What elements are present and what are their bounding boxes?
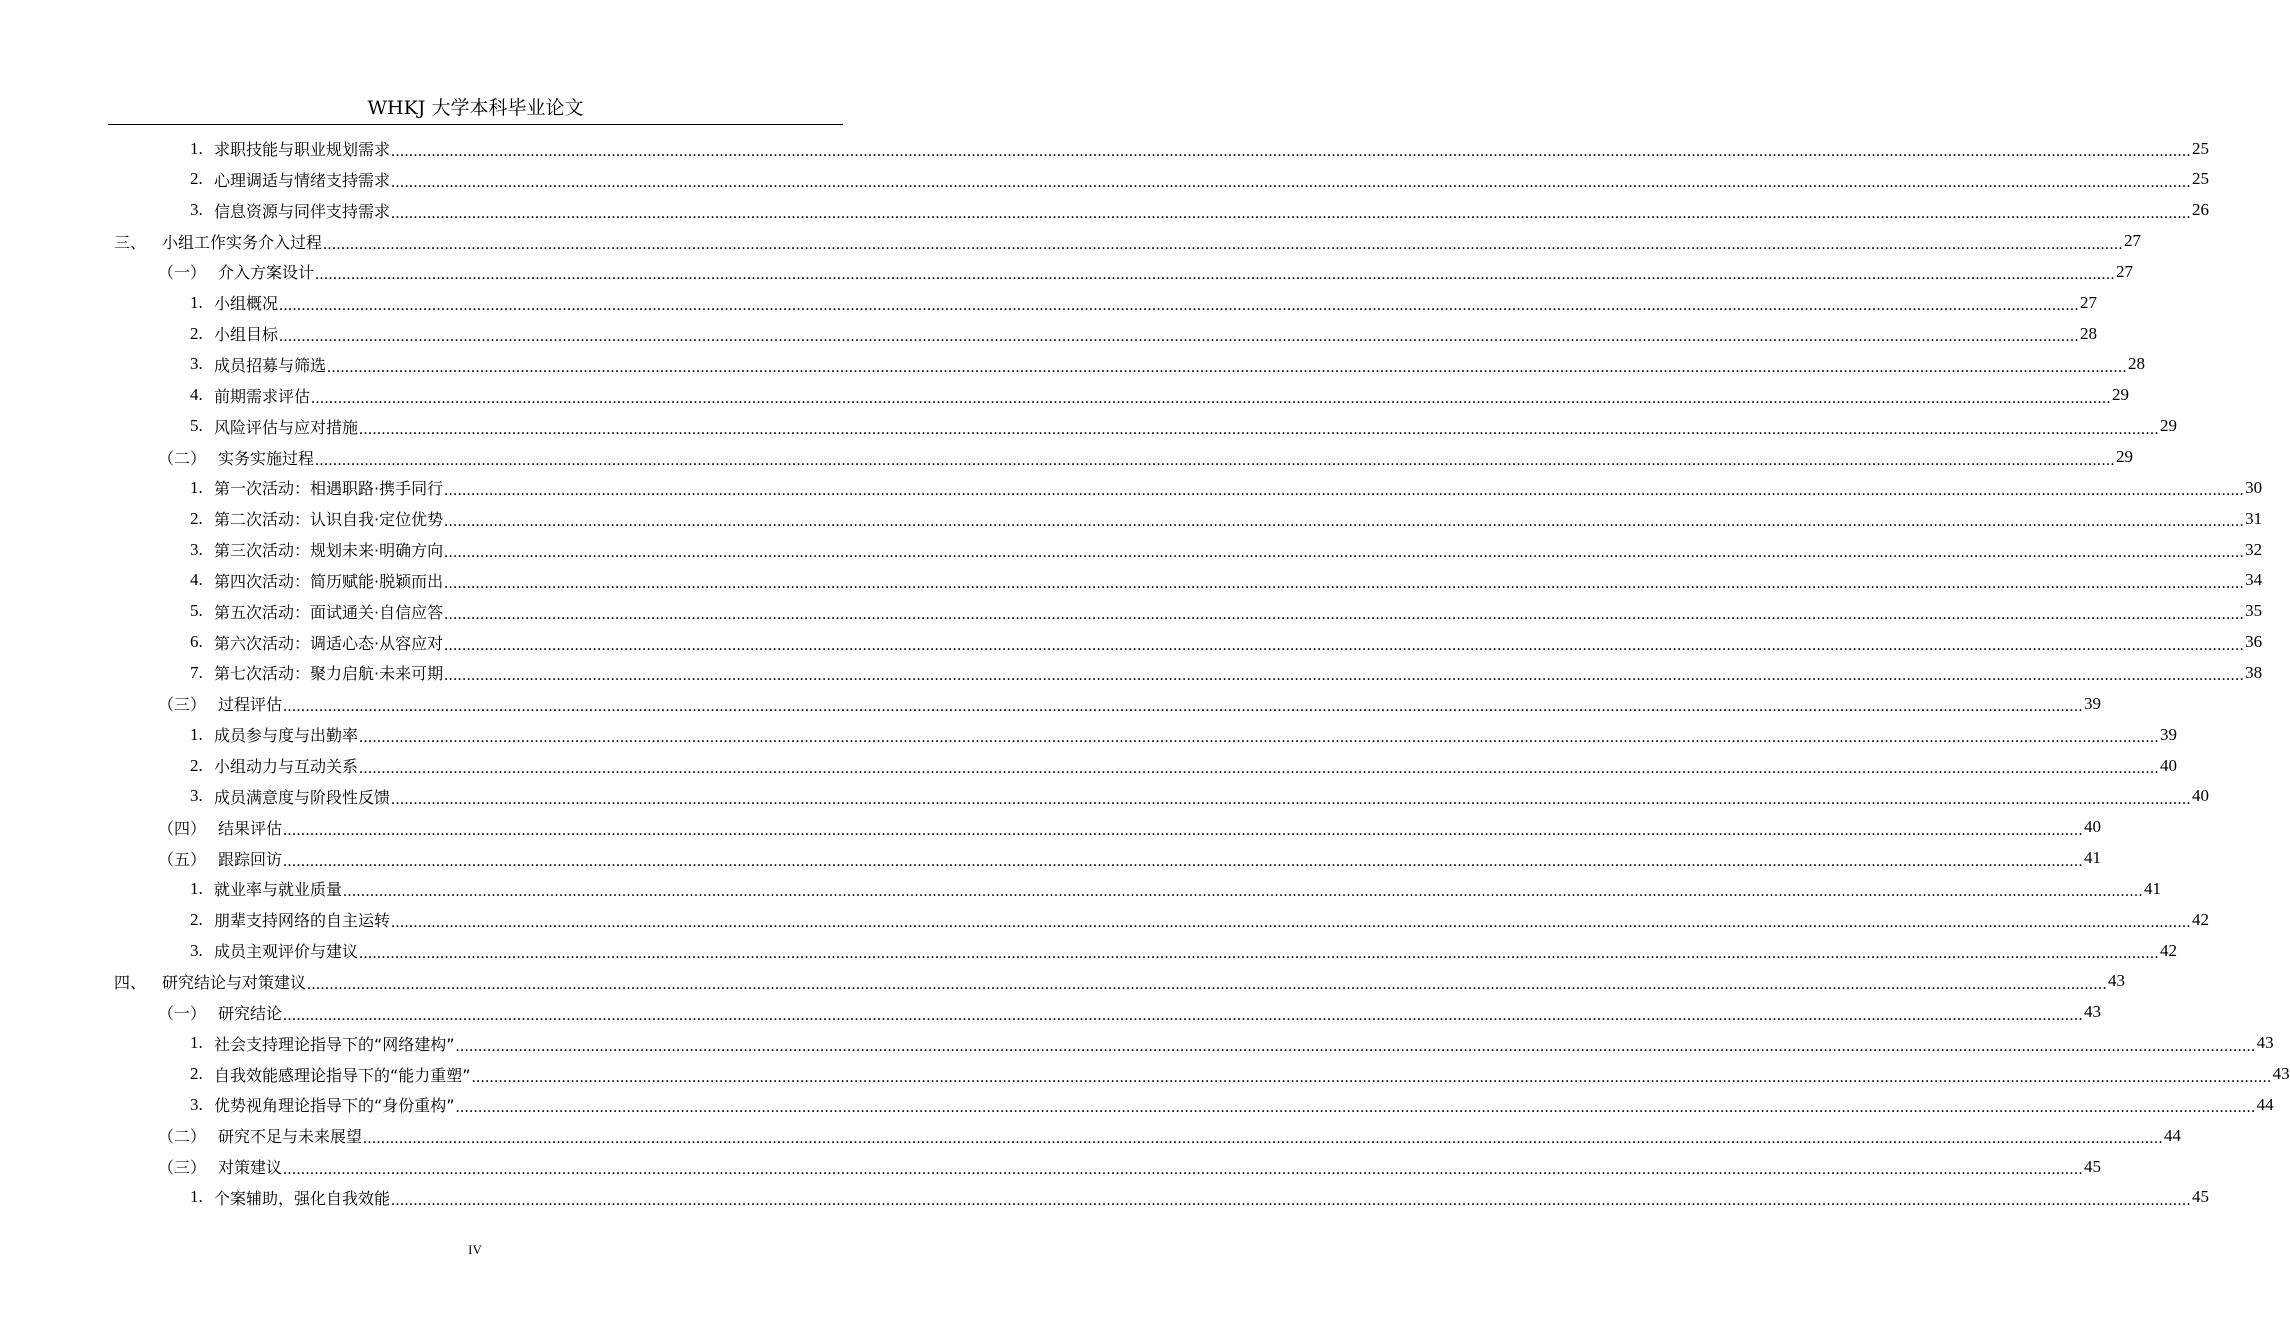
- toc-entry-page: 28: [2080, 323, 2098, 343]
- toc-entry[interactable]: [190, 904, 2210, 935]
- toc-dot-leader: ................................................................................................................................................................................................................................................................................................................................................................................................................: [359, 729, 2160, 747]
- toc-entry[interactable]: [190, 164, 2210, 195]
- toc-entry[interactable]: [190, 1182, 2210, 1213]
- toc-entry-number: 4.: [190, 570, 203, 590]
- toc-entry-number: 1.: [190, 477, 203, 497]
- toc-entry-title: 介入方案设计: [218, 263, 315, 283]
- toc-entry-page: 41: [2144, 878, 2162, 898]
- toc-entry[interactable]: [190, 380, 2130, 411]
- toc-entry-page: 45: [2192, 1187, 2210, 1207]
- toc-dot-leader: ................................................................................................................................................................................................................................................................................................................................................................................................................: [283, 698, 2084, 716]
- toc-entry-page: 26: [2192, 200, 2210, 220]
- toc-entry-number: 三、: [114, 232, 147, 252]
- toc-entry-number: 1.: [190, 292, 203, 312]
- toc-entry-number: （三）: [158, 695, 207, 715]
- toc-dot-leader: ................................................................................................................................................................................................................................................................................................................................................................................................................: [283, 821, 2084, 839]
- toc-entry-number: 2.: [190, 508, 203, 528]
- toc-entry-title: 第七次活动：聚力启航·未来可期: [214, 664, 444, 684]
- toc-entry[interactable]: [158, 812, 2102, 843]
- toc-entry-number: 3.: [190, 786, 203, 806]
- toc-entry[interactable]: [190, 411, 2178, 442]
- toc-dot-leader: ................................................................................................................................................................................................................................................................................................................................................................................................................: [283, 1161, 2084, 1179]
- toc-entry-number: 4.: [190, 385, 203, 405]
- toc-entry-page: 25: [2192, 169, 2210, 189]
- toc-entry-page: 43: [2272, 1064, 2290, 1083]
- toc-entry-page: 43: [2084, 1002, 2102, 1022]
- header-rule: [108, 124, 843, 125]
- toc-entry[interactable]: [190, 1059, 2290, 1090]
- toc-entry-title: 第五次活动：面试通关·自信应答: [214, 602, 444, 622]
- toc-entry-page: 43: [2256, 1033, 2274, 1053]
- toc-entry[interactable]: [158, 256, 2134, 287]
- toc-entry-page: 30: [2245, 477, 2263, 497]
- toc-entry[interactable]: [190, 935, 2178, 966]
- toc-entry-number: （四）: [158, 818, 207, 838]
- toc-entry-title: 个案辅助，强化自我效能: [214, 1188, 391, 1208]
- toc-entry-title: 研究结论: [218, 1003, 283, 1023]
- toc-entry-page: 45: [2084, 1156, 2102, 1176]
- toc-entry[interactable]: [158, 688, 2102, 719]
- toc-entry-number: 2.: [190, 755, 203, 775]
- toc-dot-leader: ................................................................................................................................................................................................................................................................................................................................................................................................................: [444, 513, 2245, 531]
- toc-entry[interactable]: [158, 442, 2134, 473]
- toc-entry-number: （二）: [158, 1127, 207, 1147]
- toc-entry[interactable]: [114, 966, 2126, 997]
- toc-entry-number: 1.: [190, 878, 203, 898]
- toc-entry-page: 40: [2192, 786, 2210, 806]
- toc-entry[interactable]: [190, 1028, 2274, 1059]
- toc-dot-leader: ................................................................................................................................................................................................................................................................................................................................................................................................................: [444, 605, 2245, 623]
- toc-dot-leader: ................................................................................................................................................................................................................................................................................................................................................................................................................: [471, 1068, 2272, 1086]
- toc-entry[interactable]: [158, 1151, 2102, 1182]
- toc-entry-title: 自我效能感理论指导下的“能力重塑”: [214, 1065, 471, 1085]
- toc-entry-title: 优势视角理论指导下的“身份重构”: [214, 1096, 455, 1116]
- toc-dot-leader: ................................................................................................................................................................................................................................................................................................................................................................................................................: [391, 790, 2192, 808]
- toc-entry-title: 跟踪回访: [218, 849, 283, 869]
- toc-entry[interactable]: [190, 750, 2178, 781]
- toc-dot-leader: ................................................................................................................................................................................................................................................................................................................................................................................................................: [323, 235, 2124, 253]
- toc-entry-page: 36: [2245, 632, 2263, 652]
- toc-entry-title: 成员参与度与出勤率: [214, 726, 359, 746]
- toc-entry-title: 结果评估: [218, 818, 283, 838]
- toc-entry-title: 成员满意度与阶段性反馈: [214, 787, 391, 807]
- toc-entry-title: 研究结论与对策建议: [162, 972, 307, 992]
- toc-entry-number: 3.: [190, 200, 203, 220]
- toc-entry-number: 2.: [190, 1064, 203, 1083]
- toc-entry[interactable]: [190, 873, 2162, 904]
- toc-dot-leader: ................................................................................................................................................................................................................................................................................................................................................................................................................: [307, 975, 2108, 993]
- toc-entry[interactable]: [190, 596, 2263, 627]
- toc-dot-leader: ................................................................................................................................................................................................................................................................................................................................................................................................................: [279, 297, 2080, 315]
- toc-entry-title: 小组工作实务介入过程: [162, 232, 323, 252]
- toc-dot-leader: ................................................................................................................................................................................................................................................................................................................................................................................................................: [391, 1191, 2192, 1209]
- toc-dot-leader: ................................................................................................................................................................................................................................................................................................................................................................................................................: [283, 852, 2084, 870]
- toc-entry-title: 研究不足与未来展望: [218, 1127, 363, 1147]
- toc-entry-page: 31: [2245, 508, 2263, 528]
- toc-entry-number: 1.: [190, 138, 203, 158]
- toc-entry[interactable]: [190, 534, 2263, 565]
- toc-entry-page: 44: [2256, 1094, 2274, 1114]
- toc-entry-title: 心理调适与情绪支持需求: [214, 170, 391, 190]
- toc-entry-page: 38: [2245, 662, 2263, 682]
- toc-entry-page: 40: [2160, 755, 2178, 775]
- toc-entry-page: 27: [2124, 231, 2142, 251]
- toc-dot-leader: ................................................................................................................................................................................................................................................................................................................................................................................................................: [444, 636, 2245, 654]
- toc-entry-page: 39: [2160, 724, 2178, 744]
- toc-entry-title: 成员主观评价与建议: [214, 942, 359, 962]
- toc-dot-leader: ................................................................................................................................................................................................................................................................................................................................................................................................................: [315, 451, 2116, 469]
- toc-entry-page: 44: [2164, 1125, 2182, 1145]
- toc-entry-number: （二）: [158, 448, 207, 468]
- toc-entry-page: 29: [2112, 385, 2130, 405]
- toc-dot-leader: ................................................................................................................................................................................................................................................................................................................................................................................................................: [359, 420, 2160, 438]
- toc-dot-leader: ................................................................................................................................................................................................................................................................................................................................................................................................................: [391, 914, 2192, 932]
- toc-entry-number: 1.: [190, 1187, 203, 1207]
- toc-entry[interactable]: [190, 719, 2178, 750]
- toc-entry-page: 39: [2084, 693, 2102, 713]
- toc-entry[interactable]: [190, 287, 2098, 318]
- toc-entry-number: 3.: [190, 1094, 203, 1114]
- toc-dot-leader: ................................................................................................................................................................................................................................................................................................................................................................................................................: [315, 266, 2116, 284]
- toc-dot-leader: ................................................................................................................................................................................................................................................................................................................................................................................................................: [444, 544, 2245, 562]
- toc-entry-title: 小组概况: [214, 294, 279, 314]
- toc-entry-title: 小组目标: [214, 325, 279, 345]
- toc-entry-page: 27: [2116, 261, 2134, 281]
- toc-entry[interactable]: [190, 1089, 2274, 1120]
- toc-entry-title: 风险评估与应对措施: [214, 417, 359, 437]
- toc-entry-number: 3.: [190, 940, 203, 960]
- toc-entry-number: 2.: [190, 909, 203, 929]
- toc-entry-title: 朋辈支持网络的自主运转: [214, 911, 391, 931]
- toc-entry-number: 6.: [190, 632, 203, 652]
- toc-entry[interactable]: [190, 503, 2263, 534]
- toc-entry-title: 第四次活动：简历赋能·脱颖而出: [214, 571, 444, 591]
- toc-entry[interactable]: [190, 565, 2263, 596]
- toc-dot-leader: ................................................................................................................................................................................................................................................................................................................................................................................................................: [444, 667, 2245, 685]
- toc-entry-page: 43: [2108, 971, 2126, 991]
- toc-entry[interactable]: [114, 226, 2142, 257]
- toc-entry[interactable]: [190, 133, 2210, 164]
- toc-dot-leader: ................................................................................................................................................................................................................................................................................................................................................................................................................: [444, 482, 2245, 500]
- toc-entry-page: 35: [2245, 601, 2263, 621]
- toc-entry-number: （三）: [158, 1158, 207, 1178]
- toc-entry-title: 小组动力与互动关系: [214, 757, 359, 776]
- toc-entry-title: 成员招募与筛选: [214, 355, 327, 375]
- toc-entry-title: 就业率与就业质量: [214, 880, 343, 900]
- toc-entry-title: 求职技能与职业规划需求: [214, 140, 391, 159]
- toc-entry-title: 第一次活动：相遇职路·携手同行: [214, 479, 444, 499]
- toc-entry-page: 41: [2084, 848, 2102, 868]
- toc-dot-leader: ................................................................................................................................................................................................................................................................................................................................................................................................................: [455, 1037, 2256, 1055]
- toc-entry-number: 7.: [190, 662, 203, 682]
- toc-dot-leader: ................................................................................................................................................................................................................................................................................................................................................................................................................: [343, 883, 2144, 901]
- toc-entry-page: 29: [2160, 416, 2178, 436]
- toc-entry[interactable]: [190, 627, 2263, 658]
- toc-entry-number: 2.: [190, 169, 203, 189]
- toc-entry-page: 42: [2160, 940, 2178, 960]
- toc-dot-leader: ................................................................................................................................................................................................................................................................................................................................................................................................................: [444, 574, 2245, 592]
- toc-entry-number: 3.: [190, 539, 203, 559]
- toc-entry[interactable]: [190, 318, 2098, 349]
- toc-entry-number: 5.: [190, 416, 203, 436]
- toc-entry-page: 25: [2192, 138, 2210, 158]
- toc-entry-number: 2.: [190, 323, 203, 343]
- toc-entry-title: 第六次活动：调适心态·从容应对: [214, 633, 444, 653]
- toc-entry-title: 实务实施过程: [218, 448, 315, 468]
- toc-dot-leader: ................................................................................................................................................................................................................................................................................................................................................................................................................: [359, 945, 2160, 963]
- toc-entry[interactable]: [190, 195, 2210, 226]
- toc-entry-title: 对策建议: [218, 1158, 283, 1178]
- toc-entry-page: 34: [2245, 570, 2263, 590]
- toc-dot-leader: ................................................................................................................................................................................................................................................................................................................................................................................................................: [359, 760, 2160, 777]
- toc-entry-page: 27: [2080, 292, 2098, 312]
- toc-entry-number: （五）: [158, 849, 207, 869]
- toc-entry-title: 第三次活动：规划未来·明确方向: [214, 541, 444, 561]
- toc-entry-number: （一）: [158, 263, 207, 283]
- page-header-title: WHKJ 大学本科毕业论文: [367, 97, 584, 119]
- toc-entry[interactable]: [190, 349, 2146, 380]
- toc-entry-page: 40: [2084, 817, 2102, 837]
- toc-entry-number: 5.: [190, 601, 203, 621]
- toc-dot-leader: ................................................................................................................................................................................................................................................................................................................................................................................................................: [391, 143, 2192, 160]
- page-number: IV: [468, 1242, 482, 1257]
- toc-entry-page: 28: [2128, 354, 2146, 374]
- toc-entry-number: 四、: [114, 972, 147, 992]
- toc-dot-leader: ................................................................................................................................................................................................................................................................................................................................................................................................................: [363, 1130, 2164, 1148]
- toc-entry-title: 第二次活动：认识自我·定位优势: [214, 510, 444, 530]
- toc-entry[interactable]: [190, 781, 2210, 812]
- toc-entry-title: 社会支持理论指导下的“网络建构”: [214, 1034, 455, 1054]
- toc-dot-leader: ................................................................................................................................................................................................................................................................................................................................................................................................................: [279, 328, 2080, 346]
- toc-entry-page: 42: [2192, 909, 2210, 929]
- toc-dot-leader: ................................................................................................................................................................................................................................................................................................................................................................................................................: [391, 173, 2192, 191]
- toc-entry-title: 前期需求评估: [214, 386, 311, 406]
- toc-dot-leader: ................................................................................................................................................................................................................................................................................................................................................................................................................: [311, 389, 2112, 407]
- toc-entry[interactable]: [158, 997, 2102, 1028]
- toc-entry-number: 1.: [190, 724, 203, 744]
- toc-dot-leader: ................................................................................................................................................................................................................................................................................................................................................................................................................: [283, 1006, 2084, 1024]
- toc-entry-number: 1.: [190, 1033, 203, 1053]
- toc-entry[interactable]: [158, 843, 2102, 874]
- toc-entry[interactable]: [190, 472, 2263, 503]
- toc-entry-page: 32: [2245, 539, 2263, 559]
- toc-entry[interactable]: [190, 657, 2263, 688]
- toc-entry-number: （一）: [158, 1003, 207, 1023]
- toc-entry-title: 信息资源与同伴支持需求: [214, 201, 391, 221]
- toc-entry-title: 过程评估: [218, 695, 283, 715]
- toc-entry-page: 29: [2116, 447, 2134, 466]
- toc-entry-number: 3.: [190, 354, 203, 374]
- toc-dot-leader: ................................................................................................................................................................................................................................................................................................................................................................................................................: [455, 1099, 2256, 1117]
- toc-entry[interactable]: [158, 1120, 2182, 1151]
- toc-dot-leader: ................................................................................................................................................................................................................................................................................................................................................................................................................: [391, 204, 2192, 222]
- toc-dot-leader: ................................................................................................................................................................................................................................................................................................................................................................................................................: [327, 358, 2128, 376]
